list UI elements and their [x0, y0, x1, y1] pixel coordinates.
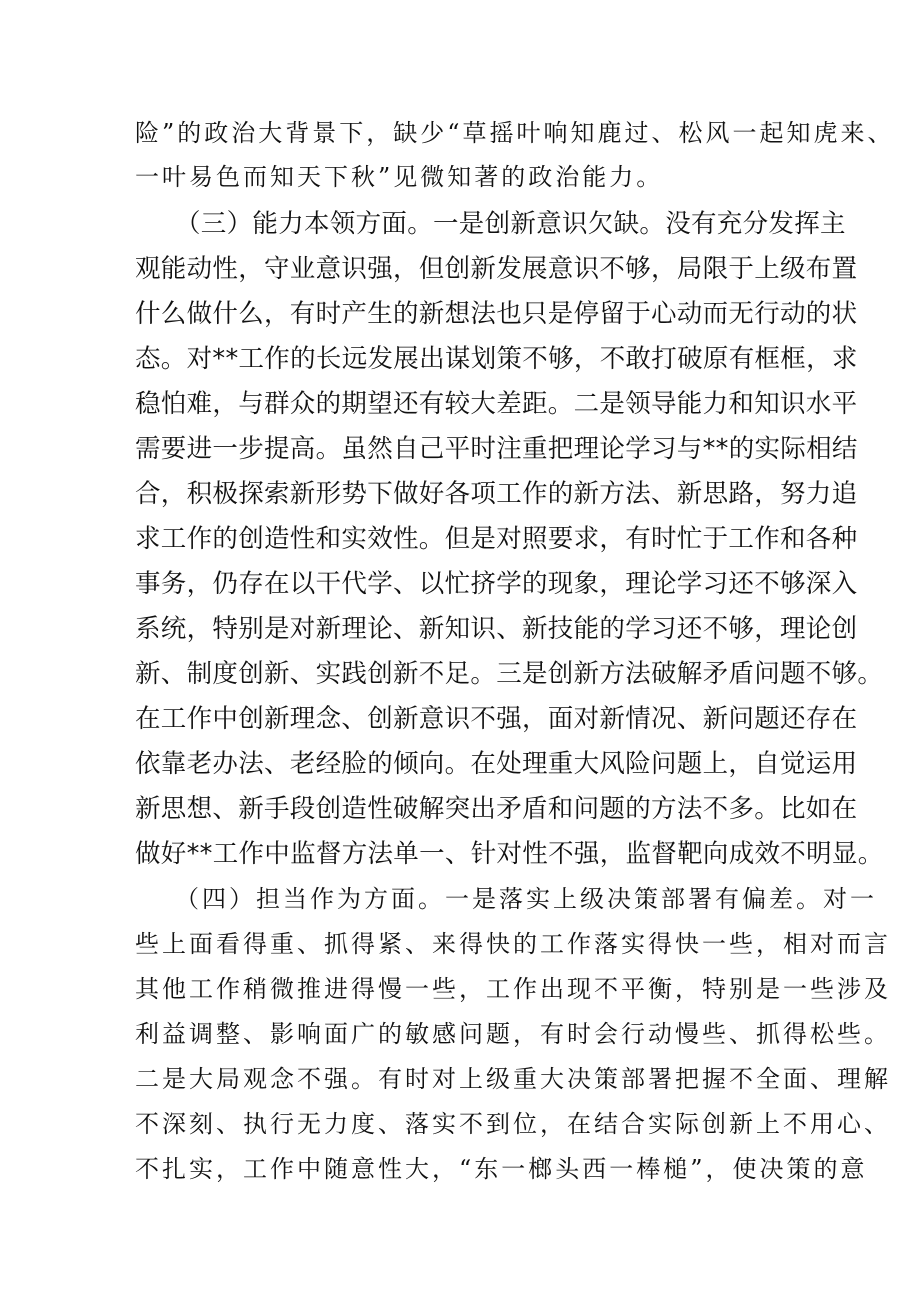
text-line: 态。对**工作的长远发展出谋划策不够，不敢打破原有框框，求: [135, 344, 858, 374]
text-line: 在工作中创新理念、创新意识不强，面对新情况、新问题还存在: [135, 704, 858, 734]
section-heading-line: （三）能力本领方面。一是创新意识欠缺。没有充分发挥主: [175, 209, 846, 239]
text-line: 险”的政治大背景下，缺少“草摇叶响知鹿过、松风一起知虎来、: [135, 119, 895, 147]
text-line: 依靠老办法、老经脸的倾向。在处理重大风险问题上，自觉运用: [135, 749, 858, 779]
text-line: 合，积极探索新形势下做好各项工作的新方法、新思路，努力追: [135, 479, 858, 509]
text-line: 什么做什么，有时产生的新想法也只是停留于心动而无行动的状: [135, 299, 858, 329]
text-line: 事务，仍存在以干代学、以忙挤学的现象，理论学习还不够深入: [135, 569, 858, 599]
text-line: 做好**工作中监督方法单一、针对性不强，监督靶向成效不明显。: [135, 839, 884, 869]
text-line: 稳怕难，与群众的期望还有较大差距。二是领导能力和知识水平: [135, 389, 858, 419]
text-line: 求工作的创造性和实效性。但是对照要求，有时忙于工作和各种: [135, 524, 858, 554]
text-line: 一叶易色而知天下秋”见微知著的政治能力。: [135, 163, 664, 191]
text-line: 观能动性，守业意识强，但创新发展意识不够，局限于上级布置: [135, 254, 858, 284]
text-line: 利益调整、影响面广的敏感问题，有时会行动慢些、抓得松些。: [135, 1020, 891, 1048]
text-line: 其他工作稍微推进得慢一些，工作出现不平衡，特别是一些涉及: [135, 975, 891, 1003]
text-line: 些上面看得重、抓得紧、来得快的工作落实得快一些，相对而言: [135, 930, 891, 958]
text-line: 新、制度创新、实践创新不足。三是创新方法破解矛盾问题不够。: [135, 659, 884, 689]
text-line: 需要进一步提高。虽然自己平时注重把理论学习与**的实际相结: [135, 434, 858, 464]
text-line: 不深刻、执行无力度、落实不到位，在结合实际创新上不用心、: [135, 1110, 891, 1138]
text-line: 二是大局观念不强。有时对上级重大决策部署把握不全面、理解: [135, 1065, 891, 1093]
text-line: 系统，特别是对新理论、新知识、新技能的学习还不够，理论创: [135, 614, 858, 644]
text-line: 不扎实，工作中随意性大，“东一榔头西一棒槌”，使决策的意: [135, 1155, 868, 1183]
section-heading-line: （四）担当作为方面。一是落实上级决策部署有偏差。对一: [175, 885, 877, 913]
text-line: 新思想、新手段创造性破解突出矛盾和问题的方法不多。比如在: [135, 794, 858, 824]
